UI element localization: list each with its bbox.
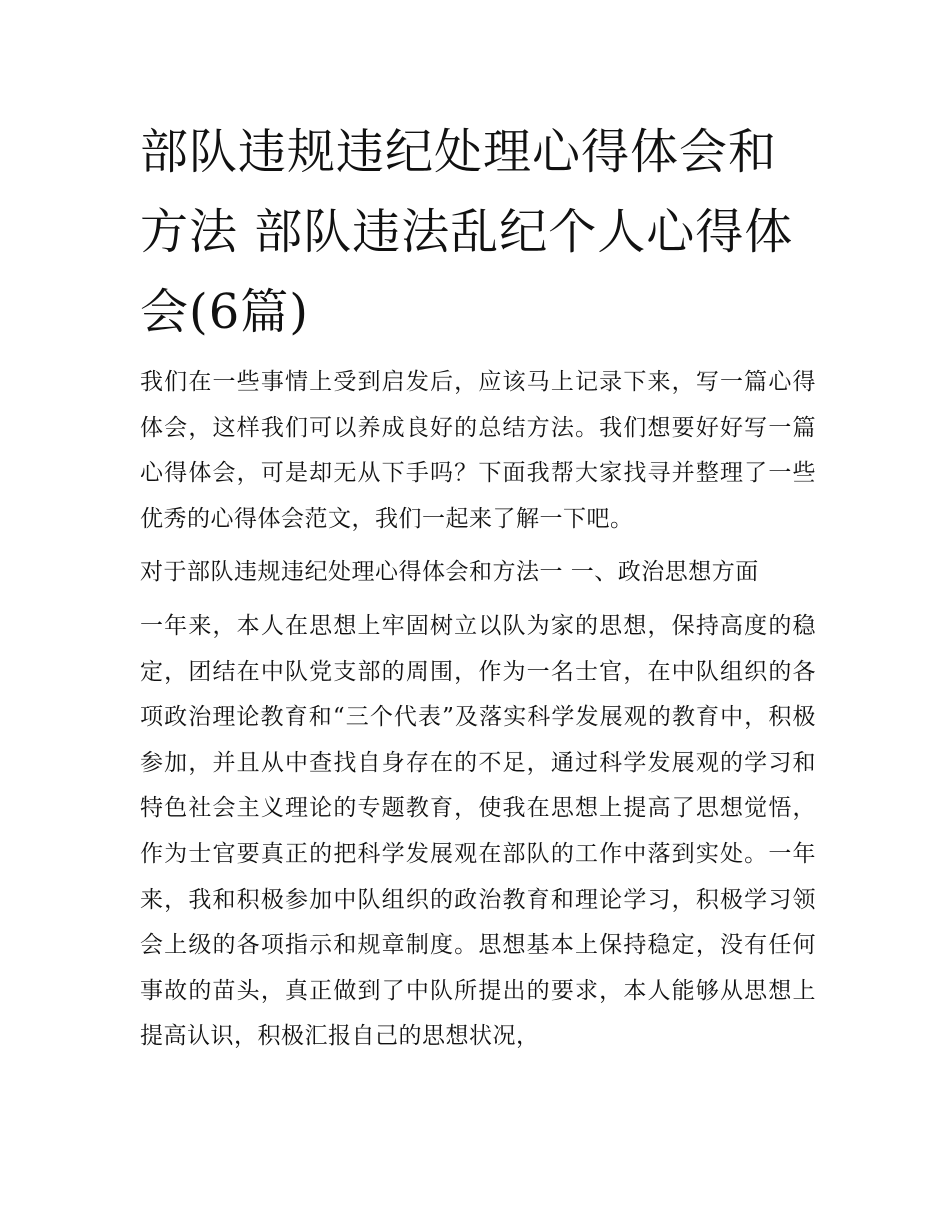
section-heading-paragraph: 对于部队违规违纪处理心得体会和方法一 一、政治思想方面 <box>140 559 759 586</box>
document-title: 部队违规违纪处理心得体会和方法 部队违法乱纪个人心得体会(6篇) <box>140 124 794 340</box>
document-page <box>140 112 816 1068</box>
body-paragraph: 一年来，本人在思想上牢固树立以队为家的思想，保持高度的稳定，团结在中队党支部的周围，作为一名士官，在中队组织的各项政治理论教育和“三个代表”及落实科学发展观的教育中，积极参加，并且从中查找自身存在的不足，通过科学发展观的学习和特色社会主义理论的专题教育，使我在思想上提高了思想觉悟，作为士官要真正的把科学发展观在部队的工作中落到实处。一年来，我和积极参加中队组织的政治教育和理论学习，积极学习领会上级的各项指示和规章制度。思想基本上保持稳定，没有任何事故的苗头，真正做到了中队所提出的要求，本人能够从思想上提高认识，积极汇报自己的思想状况， <box>140 612 816 1050</box>
intro-paragraph: 我们在一些事情上受到启发后，应该马上记录下来，写一篇心得体会，这样我们可以养成良好的总结方法。我们想要好好写一篇心得体会，可是却无从下手吗？下面我帮大家找寻并整理了一些优秀的心得体会范文，我们一起来了解一下吧。 <box>140 369 816 532</box>
